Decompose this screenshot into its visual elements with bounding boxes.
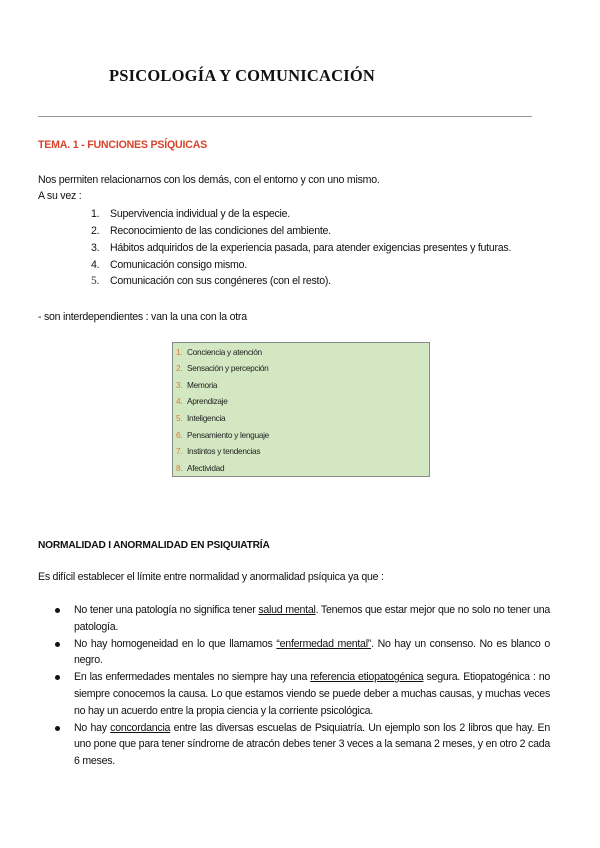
list-item <box>91 259 247 271</box>
bullet-text-pre: No hay <box>74 721 111 734</box>
bullet-item <box>38 720 550 770</box>
bullet-underlined-term: referencia etiopatogénica <box>310 671 424 684</box>
box-item-text: Conciencia y atención <box>187 347 262 357</box>
list-item-number: 3. <box>91 242 100 254</box>
list-item <box>91 275 331 287</box>
title-divider <box>38 116 532 117</box>
bullet-text-pre: No hay homogeneidad en lo que llamamos <box>74 637 277 650</box>
normalidad-intro: Es difícil establecer el límite entre normalidad y anormalidad psíquica ya que : <box>38 571 384 583</box>
bullet-underlined-term: “enfermedad mental” <box>276 637 372 650</box>
list-item-number: 1. <box>91 208 100 220</box>
bullet-text-post: segura. Etiopatogénica : no siempre conocemos la causa. Lo que estamos viendo se puede deber a muchas causas, y muchas veces no hay un acuerdo entre la propia ciencia y la corriente psicológica. <box>74 671 550 717</box>
list-item <box>91 225 331 237</box>
bullet-text-post: . No hay un consenso. No es blanco o negro. <box>74 637 551 667</box>
section-title: TEMA. 1 - FUNCIONES PSÍQUICAS <box>38 139 208 151</box>
box-item-number: 8. <box>176 463 183 473</box>
list-item-number: 5. <box>91 275 100 287</box>
bullet-dot-icon <box>55 726 60 731</box>
bullet-text-pre: No tener una patología no significa tener <box>74 604 259 616</box>
a-su-vez-line: A su vez : <box>38 190 82 202</box>
box-item-text: Instintos y tendencias <box>187 446 261 456</box>
box-item <box>176 463 224 473</box>
box-item <box>176 430 269 440</box>
bullet-text-post: entre las diversas escuelas de Psiquiatría. Un ejemplo son los 2 libros que hay. En uno pone que para tener síndrome de atracón debes tener 3 veces a la semana 2 meses, y en otro 2 cada 6 meses. <box>74 721 550 768</box>
list-item-text: Comunicación con sus congéneres (con el resto). <box>110 275 331 287</box>
box-item-number: 4. <box>176 396 183 406</box>
box-item-number: 3. <box>176 380 183 390</box>
list-item-text: Supervivencia individual y de la especie. <box>110 208 290 220</box>
functions-box <box>172 342 430 477</box>
box-item-text: Pensamiento y lenguaje <box>187 430 269 440</box>
list-item-text: Comunicación consigo mismo. <box>110 259 247 271</box>
box-item-number: 5. <box>176 413 183 423</box>
box-item-text: Inteligencia <box>187 413 226 423</box>
bullet-item <box>38 602 550 636</box>
box-item <box>176 363 269 373</box>
box-item-text: Aprendizaje <box>187 396 228 406</box>
box-item-number: 6. <box>176 430 183 440</box>
bullet-item <box>38 669 550 719</box>
box-item-number: 1. <box>176 347 183 357</box>
bullet-dot-icon <box>55 608 60 613</box>
box-item <box>176 347 262 357</box>
list-item-number: 2. <box>91 225 100 237</box>
bullet-text-pre: En las enfermedades mentales no siempre hay una <box>74 671 311 684</box>
box-item-number: 2. <box>176 363 183 373</box>
intro-line: Nos permiten relacionarnos con los demás, con el entorno y con uno mismo. <box>38 174 380 186</box>
bullet-list <box>38 602 550 770</box>
page-title: PSICOLOGÍA Y COMUNICACIÓN <box>109 66 375 85</box>
box-item <box>176 413 225 423</box>
box-item <box>176 446 260 456</box>
list-item-text: Hábitos adquiridos de la experiencia pasada, para atender exigencias presentes y futuras. <box>110 242 512 254</box>
bullet-dot-icon <box>55 642 60 647</box>
list-item <box>91 242 511 254</box>
box-item-text: Memoria <box>187 380 218 390</box>
box-item-number: 7. <box>176 446 183 456</box>
box-item-text: Afectividad <box>187 463 225 473</box>
bullet-underlined-term: concordancia <box>110 721 171 734</box>
box-item <box>176 380 217 390</box>
list-item <box>91 208 290 220</box>
interdependientes-line: - son interdependientes : van la una con la otra <box>38 311 247 323</box>
bullet-underlined-term: salud mental <box>258 604 316 616</box>
box-item <box>176 396 228 406</box>
bullet-text-post: . Tenemos que estar mejor que no solo no tener una patología. <box>74 604 550 633</box>
bullet-dot-icon <box>55 675 60 680</box>
list-item-text: Reconocimiento de las condiciones del ambiente. <box>110 225 331 237</box>
box-item-text: Sensación y percepción <box>187 363 269 373</box>
bullet-item <box>38 636 550 670</box>
normalidad-title: NORMALIDAD I ANORMALIDAD EN PSIQUIATRÍA <box>38 540 270 551</box>
list-item-number: 4. <box>91 259 100 271</box>
